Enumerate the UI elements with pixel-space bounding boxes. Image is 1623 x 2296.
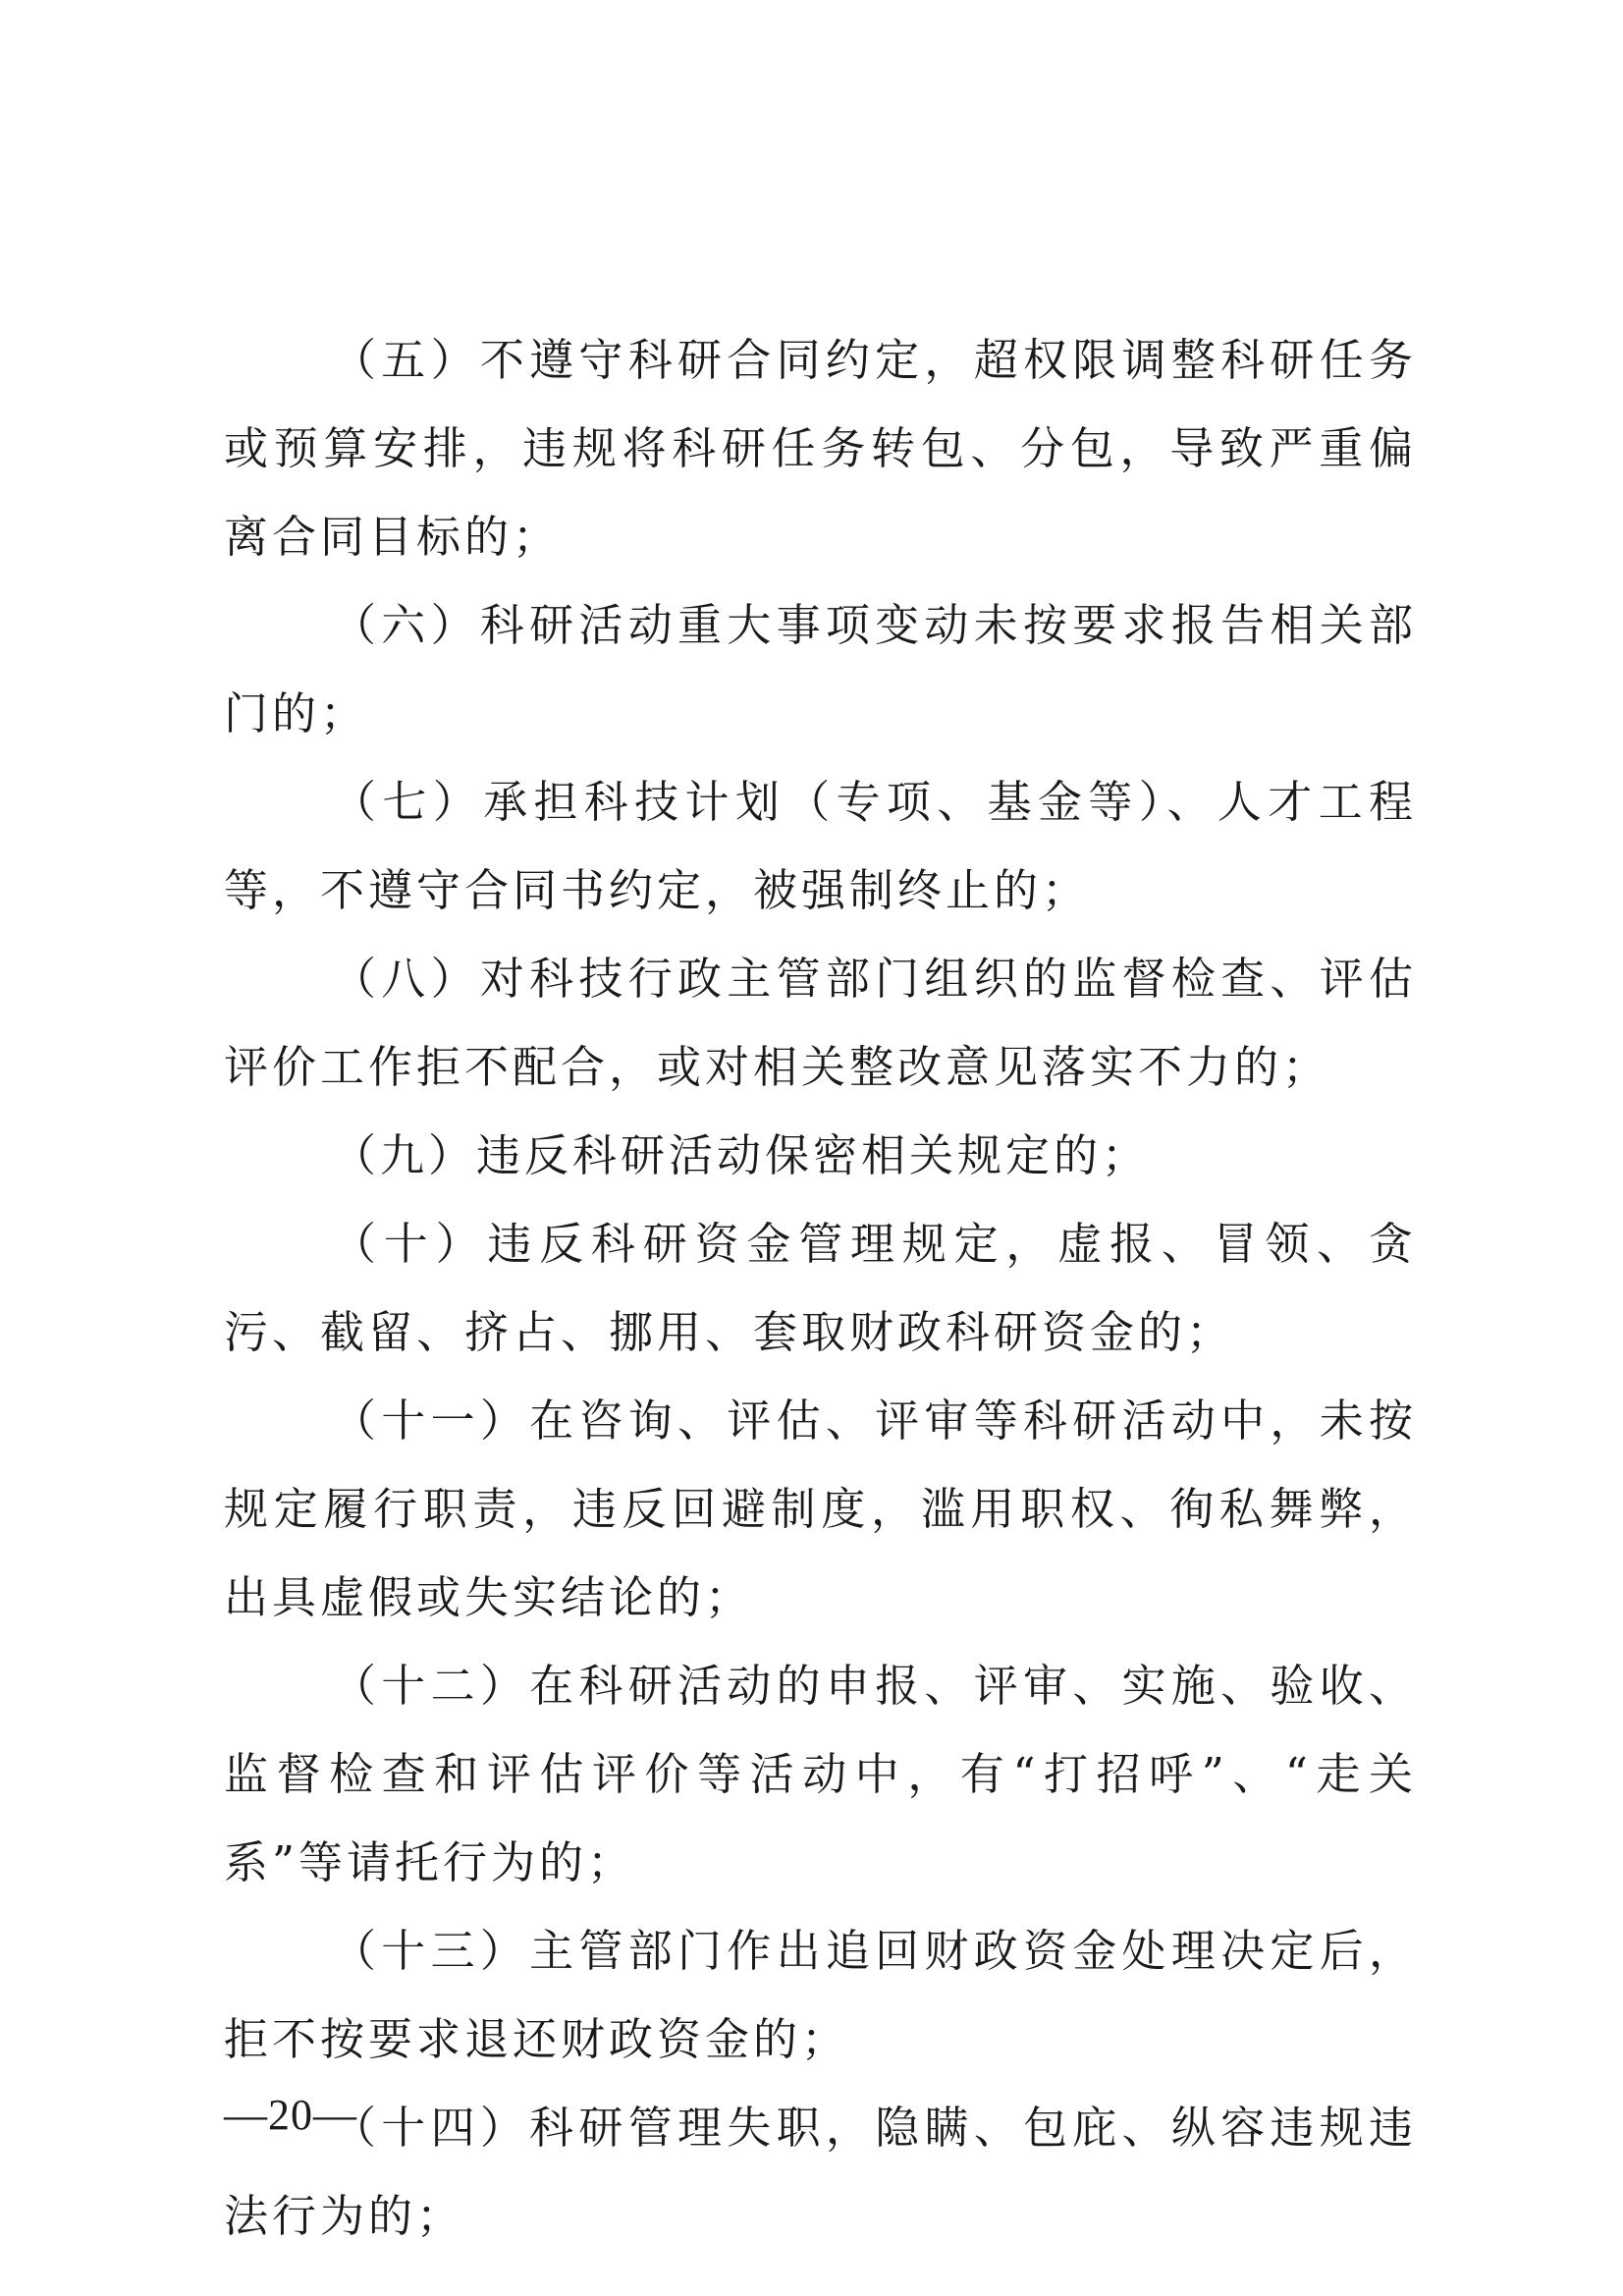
paragraph-item-9: （九）违反科研活动保密相关规定的； [332, 1129, 1151, 1181]
paragraph-item-6: （六）科研活动重大事项变动未按要求报告相关部门的； [224, 599, 1417, 739]
paragraph-item-10: （十）违反科研资金管理规定，虚报、冒领、贪污、截留、挤占、挪用、套取财政科研资金的； [224, 1218, 1417, 1358]
paragraph-item-14: （十四）科研管理失职，隐瞒、包庇、纵容违规违法行为的； [224, 2102, 1417, 2242]
paragraph-item-11: （十一）在咨询、评估、评审等科研活动中，未按规定履行职责，违反回避制度，滥用职权、徇私舞弊，出具虚假或失实结论的； [224, 1394, 1417, 1623]
document-body [224, 316, 1417, 2261]
paragraph-item-8: （八）对科技行政主管部门组织的监督检查、评估评价工作拒不配合，或对相关整改意见落实不力的； [224, 953, 1417, 1093]
paragraph-item-12: （十二）在科研活动的申报、评审、实施、验收、监督检查和评估评价等活动中，有“打招呼”、“走关系”等请托行为的； [224, 1660, 1417, 1888]
paragraph-item-5: （五）不遵守科研合同约定，超权限调整科研任务或预算安排，违规将科研任务转包、分包，导致严重偏离合同目标的； [224, 334, 1417, 563]
paragraph-item-13: （十三）主管部门作出追回财政资金处理决定后，拒不按要求退还财政资金的； [224, 1925, 1417, 2065]
page-number: —20— [224, 2091, 357, 2139]
paragraph-item-7: （七）承担科技计划（专项、基金等）、人才工程等，不遵守合同书约定，被强制终止的； [224, 776, 1417, 916]
